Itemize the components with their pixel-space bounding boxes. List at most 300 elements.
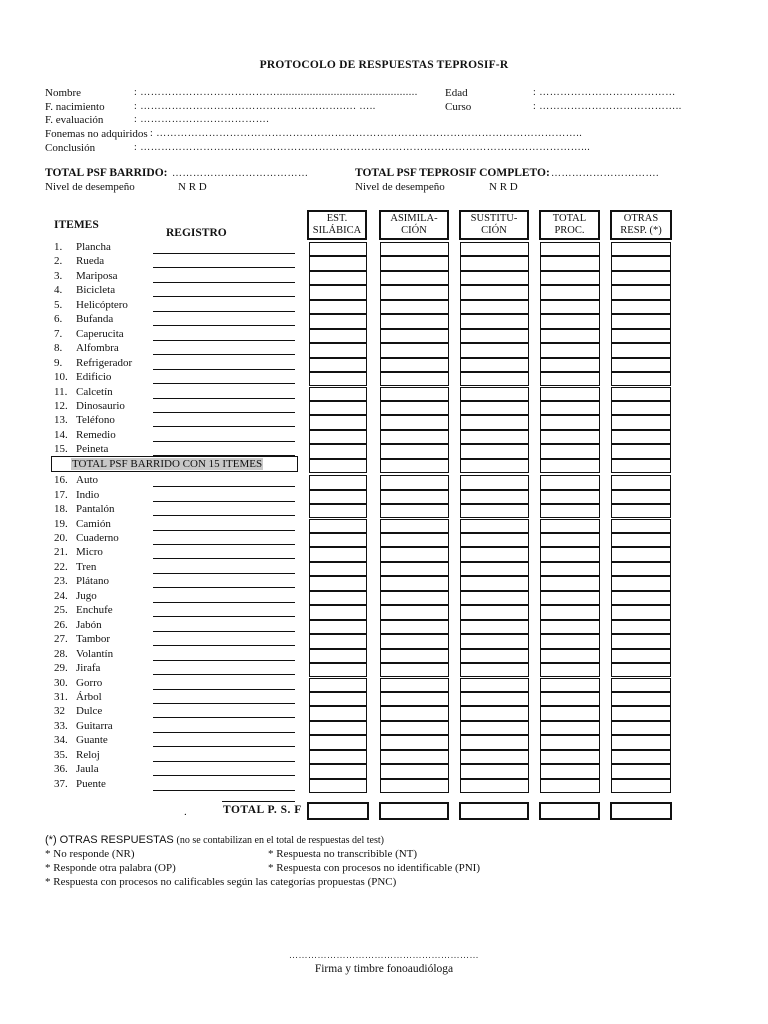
grid-cell-sustitucion[interactable] (460, 591, 529, 605)
grid-cell-asimilacion[interactable] (380, 444, 449, 458)
grid-cell-otras-resp[interactable] (611, 605, 671, 619)
registro-line[interactable] (153, 790, 295, 791)
grid-cell-est-silabica[interactable] (309, 444, 367, 458)
registro-line[interactable] (153, 558, 295, 559)
grid-cell-total-proc[interactable] (540, 329, 600, 343)
item-number: 30. (54, 676, 68, 689)
grid-cell-asimilacion[interactable] (380, 387, 449, 401)
item-number: 19. (54, 517, 68, 530)
grid-cell-total-proc[interactable] (540, 678, 600, 692)
grid-cell-total-proc[interactable] (540, 387, 600, 401)
grid-cell-otras-resp[interactable] (611, 649, 671, 663)
grid-cell-est-silabica[interactable] (309, 358, 367, 372)
grid-cell-asimilacion[interactable] (380, 620, 449, 634)
grid-cell-est-silabica[interactable] (309, 300, 367, 314)
grid-cell-sustitucion[interactable] (460, 358, 529, 372)
grid-cell-total-proc[interactable] (540, 300, 600, 314)
total-barrido-label: TOTAL PSF BARRIDO: (45, 167, 168, 179)
grid-cell-est-silabica[interactable] (309, 735, 367, 749)
grid-cell-asimilacion[interactable] (380, 271, 449, 285)
grid-cell-sustitucion[interactable] (460, 430, 529, 444)
nivel-options-left[interactable]: N R D (178, 181, 207, 193)
item-name: Auto (76, 474, 98, 487)
registro-line[interactable] (153, 587, 295, 588)
column-header-line: RESP. (*) (620, 225, 662, 236)
grid-cell-total-proc[interactable] (540, 779, 600, 793)
item-row (54, 734, 108, 746)
grid-cell-otras-resp[interactable] (611, 387, 671, 401)
registro-line[interactable] (153, 616, 295, 617)
grid-cell-asimilacion[interactable] (380, 547, 449, 561)
grid-cell-est-silabica[interactable] (309, 576, 367, 590)
grid-cell-otras-resp[interactable] (611, 343, 671, 357)
grid-cell-otras-resp[interactable] (611, 547, 671, 561)
grid-cell-sustitucion[interactable] (460, 692, 529, 706)
grid-cell-total-proc[interactable] (540, 372, 600, 386)
registro-line[interactable] (153, 340, 295, 341)
grid-cell-asimilacion[interactable] (380, 256, 449, 270)
grid-cell-sustitucion[interactable] (460, 706, 529, 720)
total-cell-est-silabica[interactable] (307, 802, 369, 820)
grid-cell-otras-resp[interactable] (611, 459, 671, 473)
grid-cell-est-silabica[interactable] (309, 764, 367, 778)
grid-cell-otras-resp[interactable] (611, 576, 671, 590)
grid-cell-otras-resp[interactable] (611, 300, 671, 314)
registro-line[interactable] (153, 775, 295, 776)
grid-cell-asimilacion[interactable] (380, 343, 449, 357)
registro-line[interactable] (153, 544, 295, 545)
grid-cell-total-proc[interactable] (540, 533, 600, 547)
grid-cell-sustitucion[interactable] (460, 490, 529, 504)
grid-cell-total-proc[interactable] (540, 490, 600, 504)
grid-cell-total-proc[interactable] (540, 634, 600, 648)
grid-cell-otras-resp[interactable] (611, 678, 671, 692)
grid-cell-sustitucion[interactable] (460, 343, 529, 357)
grid-cell-est-silabica[interactable] (309, 533, 367, 547)
grid-cell-total-proc[interactable] (540, 444, 600, 458)
grid-cell-asimilacion[interactable] (380, 430, 449, 444)
registro-line[interactable] (153, 383, 295, 384)
grid-cell-est-silabica[interactable] (309, 519, 367, 533)
grid-cell-total-proc[interactable] (540, 692, 600, 706)
registro-line[interactable] (153, 369, 295, 370)
field-value-fonemas[interactable]: : ………………………………………………………………………………………………………….. (150, 128, 583, 139)
grid-cell-asimilacion[interactable] (380, 764, 449, 778)
registro-line[interactable] (153, 573, 295, 574)
grid-cell-asimilacion[interactable] (380, 519, 449, 533)
registro-line[interactable] (153, 426, 295, 427)
grid-cell-total-proc[interactable] (540, 415, 600, 429)
grid-cell-total-proc[interactable] (540, 663, 600, 677)
grid-cell-sustitucion[interactable] (460, 519, 529, 533)
grid-cell-asimilacion[interactable] (380, 329, 449, 343)
item-number: 36. (54, 763, 68, 776)
grid-cell-est-silabica[interactable] (309, 779, 367, 793)
total-cell-asimilacion[interactable] (379, 802, 449, 820)
registro-line[interactable] (153, 631, 295, 632)
grid-cell-otras-resp[interactable] (611, 750, 671, 764)
grid-cell-asimilacion[interactable] (380, 576, 449, 590)
grid-cell-otras-resp[interactable] (611, 533, 671, 547)
grid-cell-total-proc[interactable] (540, 750, 600, 764)
registro-line[interactable] (153, 282, 295, 283)
grid-cell-asimilacion[interactable] (380, 475, 449, 489)
item-row (54, 546, 103, 558)
grid-cell-est-silabica[interactable] (309, 387, 367, 401)
item-name: Pantalón (76, 503, 115, 516)
item-row (54, 532, 119, 544)
note-nr: * No responde (NR) (45, 848, 135, 860)
grid-cell-est-silabica[interactable] (309, 415, 367, 429)
grid-cell-est-silabica[interactable] (309, 271, 367, 285)
registro-line[interactable] (153, 325, 295, 326)
item-row (54, 691, 102, 703)
item-name: Remedio (76, 428, 116, 441)
grid-cell-otras-resp[interactable] (611, 475, 671, 489)
item-row (54, 357, 132, 369)
grid-cell-sustitucion[interactable] (460, 314, 529, 328)
grid-cell-est-silabica[interactable] (309, 475, 367, 489)
grid-cell-total-proc[interactable] (540, 547, 600, 561)
item-number: 1. (54, 241, 63, 253)
item-name: Árbol (76, 690, 102, 703)
item-row (54, 284, 115, 296)
grid-cell-sustitucion[interactable] (460, 576, 529, 590)
grid-cell-otras-resp[interactable] (611, 490, 671, 504)
total-cell-total-proc[interactable] (539, 802, 600, 820)
grid-cell-est-silabica[interactable] (309, 692, 367, 706)
item-number: 21. (54, 546, 68, 559)
grid-cell-asimilacion[interactable] (380, 591, 449, 605)
document-title: PROTOCOLO DE RESPUESTAS TEPROSIF-R (259, 59, 509, 71)
grid-cell-asimilacion[interactable] (380, 401, 449, 415)
total-completo-value[interactable]: …………………………. (551, 168, 659, 179)
grid-cell-sustitucion[interactable] (460, 764, 529, 778)
column-header-line: CIÓN (401, 225, 427, 236)
grid-cell-total-proc[interactable] (540, 459, 600, 473)
grid-cell-est-silabica[interactable] (309, 372, 367, 386)
item-row (54, 342, 119, 354)
grid-cell-sustitucion[interactable] (460, 475, 529, 489)
grid-cell-otras-resp[interactable] (611, 401, 671, 415)
registro-line[interactable] (153, 267, 295, 268)
item-number: 4. (54, 284, 63, 297)
registro-line[interactable] (153, 441, 295, 442)
item-row (54, 749, 100, 761)
registro-line[interactable] (153, 296, 295, 297)
grid-cell-asimilacion[interactable] (380, 692, 449, 706)
grid-cell-asimilacion[interactable] (380, 663, 449, 677)
item-name: Reloj (76, 748, 100, 761)
grid-cell-total-proc[interactable] (540, 271, 600, 285)
registro-line[interactable] (153, 486, 295, 487)
grid-cell-sustitucion[interactable] (460, 256, 529, 270)
grid-cell-est-silabica[interactable] (309, 678, 367, 692)
registro-line[interactable] (153, 515, 295, 516)
grid-cell-est-silabica[interactable] (309, 620, 367, 634)
registro-line[interactable] (153, 501, 295, 502)
grid-cell-asimilacion[interactable] (380, 358, 449, 372)
grid-cell-otras-resp[interactable] (611, 504, 671, 518)
grid-cell-total-proc[interactable] (540, 605, 600, 619)
grid-cell-otras-resp[interactable] (611, 430, 671, 444)
registro-line[interactable] (153, 717, 295, 718)
grid-cell-asimilacion[interactable] (380, 721, 449, 735)
item-row (54, 619, 102, 631)
grid-cell-otras-resp[interactable] (611, 735, 671, 749)
item-name: Puente (76, 777, 106, 790)
grid-cell-total-proc[interactable] (540, 706, 600, 720)
grid-cell-sustitucion[interactable] (460, 459, 529, 473)
total-psf-label: TOTAL P. S. F (223, 804, 302, 816)
total-cell-sustitucion[interactable] (459, 802, 529, 820)
item-number: 8. (54, 342, 63, 355)
grid-cell-asimilacion[interactable] (380, 605, 449, 619)
field-value-nombre[interactable]: : …………………………………............................................... (134, 87, 418, 98)
grid-cell-asimilacion[interactable] (380, 459, 449, 473)
grid-cell-otras-resp[interactable] (611, 620, 671, 634)
grid-cell-total-proc[interactable] (540, 764, 600, 778)
grid-cell-sustitucion[interactable] (460, 634, 529, 648)
item-name: Enchufe (76, 604, 113, 617)
grid-cell-total-proc[interactable] (540, 504, 600, 518)
grid-cell-est-silabica[interactable] (309, 634, 367, 648)
item-name: Micro (76, 546, 103, 559)
registro-line[interactable] (153, 253, 295, 254)
grid-cell-otras-resp[interactable] (611, 444, 671, 458)
grid-cell-asimilacion[interactable] (380, 415, 449, 429)
total-barrido-value[interactable]: ………………………………… (172, 168, 309, 179)
registro-line[interactable] (153, 660, 295, 661)
grid-cell-otras-resp[interactable] (611, 358, 671, 372)
grid-cell-sustitucion[interactable] (460, 649, 529, 663)
grid-cell-otras-resp[interactable] (611, 663, 671, 677)
item-number: 2. (54, 255, 63, 268)
grid-cell-sustitucion[interactable] (460, 735, 529, 749)
item-number: 16. (54, 474, 68, 487)
grid-cell-sustitucion[interactable] (460, 620, 529, 634)
grid-cell-asimilacion[interactable] (380, 285, 449, 299)
registro-line[interactable] (153, 398, 295, 399)
grid-cell-total-proc[interactable] (540, 343, 600, 357)
column-header-line: ASIMILA- (390, 213, 438, 224)
grid-cell-total-proc[interactable] (540, 475, 600, 489)
total-cell-otras-resp[interactable] (610, 802, 672, 820)
registro-line[interactable] (153, 412, 295, 413)
grid-cell-sustitucion[interactable] (460, 562, 529, 576)
grid-cell-otras-resp[interactable] (611, 779, 671, 793)
grid-cell-otras-resp[interactable] (611, 314, 671, 328)
grid-cell-est-silabica[interactable] (309, 605, 367, 619)
grid-cell-total-proc[interactable] (540, 649, 600, 663)
grid-cell-total-proc[interactable] (540, 430, 600, 444)
grid-cell-total-proc[interactable] (540, 562, 600, 576)
grid-cell-otras-resp[interactable] (611, 721, 671, 735)
grid-cell-otras-resp[interactable] (611, 519, 671, 533)
item-name: Dulce (76, 705, 103, 718)
signature-line: …………………………………………………… (289, 950, 479, 960)
registro-line[interactable] (153, 602, 295, 603)
grid-cell-est-silabica[interactable] (309, 649, 367, 663)
grid-cell-est-silabica[interactable] (309, 547, 367, 561)
field-value-edad[interactable]: : ………………………………… (533, 87, 676, 98)
grid-cell-asimilacion[interactable] (380, 649, 449, 663)
grid-cell-est-silabica[interactable] (309, 706, 367, 720)
grid-cell-total-proc[interactable] (540, 721, 600, 735)
grid-cell-otras-resp[interactable] (611, 242, 671, 256)
grid-cell-asimilacion[interactable] (380, 779, 449, 793)
registro-line[interactable] (153, 354, 295, 355)
registro-line[interactable] (153, 311, 295, 312)
grid-cell-asimilacion[interactable] (380, 490, 449, 504)
grid-cell-otras-resp[interactable] (611, 415, 671, 429)
grid-cell-otras-resp[interactable] (611, 706, 671, 720)
grid-cell-asimilacion[interactable] (380, 533, 449, 547)
grid-cell-asimilacion[interactable] (380, 242, 449, 256)
grid-cell-est-silabica[interactable] (309, 242, 367, 256)
item-number: 17. (54, 488, 68, 501)
field-value-nacimiento[interactable]: : ………………………………………………….…. ….. (134, 101, 376, 112)
grid-cell-sustitucion[interactable] (460, 533, 529, 547)
grid-cell-otras-resp[interactable] (611, 634, 671, 648)
grid-cell-total-proc[interactable] (540, 519, 600, 533)
item-name: Peineta (76, 443, 109, 456)
grid-cell-est-silabica[interactable] (309, 285, 367, 299)
grid-cell-sustitucion[interactable] (460, 444, 529, 458)
grid-cell-sustitucion[interactable] (460, 504, 529, 518)
grid-cell-total-proc[interactable] (540, 285, 600, 299)
grid-cell-total-proc[interactable] (540, 314, 600, 328)
item-row (54, 371, 111, 383)
grid-cell-sustitucion[interactable] (460, 372, 529, 386)
grid-cell-est-silabica[interactable] (309, 343, 367, 357)
grid-cell-est-silabica[interactable] (309, 430, 367, 444)
registro-line[interactable] (222, 801, 295, 802)
note-pnc: * Respuesta con procesos no calificables según las categorías propuestas (PNC) (45, 876, 397, 888)
item-name: Refrigerador (76, 356, 133, 369)
nivel-desempeno-label-right: Nivel de desempeño (355, 181, 445, 193)
grid-cell-total-proc[interactable] (540, 735, 600, 749)
item-number: 31. (54, 690, 68, 703)
grid-cell-total-proc[interactable] (540, 576, 600, 590)
grid-cell-asimilacion[interactable] (380, 678, 449, 692)
grid-cell-est-silabica[interactable] (309, 750, 367, 764)
field-label-nombre: Nombre (45, 87, 82, 99)
grid-cell-sustitucion[interactable] (460, 721, 529, 735)
grid-cell-sustitucion[interactable] (460, 750, 529, 764)
item-row (54, 474, 98, 486)
grid-cell-sustitucion[interactable] (460, 387, 529, 401)
item-row (54, 677, 102, 689)
grid-cell-total-proc[interactable] (540, 591, 600, 605)
registro-line[interactable] (153, 674, 295, 675)
total-dot: . (184, 806, 187, 818)
grid-cell-sustitucion[interactable] (460, 415, 529, 429)
grid-cell-otras-resp[interactable] (611, 285, 671, 299)
grid-cell-otras-resp[interactable] (611, 764, 671, 778)
registro-line[interactable] (153, 732, 295, 733)
field-value-conclusion[interactable]: : ………………………………………………………………………………………………………………... (134, 142, 591, 153)
field-label-conclusion: Conclusión (45, 142, 96, 154)
grid-cell-sustitucion[interactable] (460, 285, 529, 299)
grid-cell-sustitucion[interactable] (460, 779, 529, 793)
field-value-curso[interactable]: : ………………………………….. (533, 101, 682, 112)
grid-cell-total-proc[interactable] (540, 242, 600, 256)
registro-line[interactable] (153, 645, 295, 646)
grid-cell-est-silabica[interactable] (309, 663, 367, 677)
grid-cell-sustitucion[interactable] (460, 300, 529, 314)
grid-cell-asimilacion[interactable] (380, 735, 449, 749)
nivel-options-right[interactable]: N R D (489, 181, 518, 193)
registro-line[interactable] (153, 530, 295, 531)
note-pni: * Respuesta con procesos no identificable (PNI) (268, 862, 480, 874)
registro-line[interactable] (153, 746, 295, 747)
field-value-evaluacion[interactable]: : ………………………………. (134, 114, 270, 125)
grid-cell-otras-resp[interactable] (611, 329, 671, 343)
grid-cell-asimilacion[interactable] (380, 300, 449, 314)
grid-cell-sustitucion[interactable] (460, 242, 529, 256)
grid-cell-est-silabica[interactable] (309, 562, 367, 576)
grid-cell-otras-resp[interactable] (611, 372, 671, 386)
grid-cell-est-silabica[interactable] (309, 490, 367, 504)
grid-cell-est-silabica[interactable] (309, 504, 367, 518)
grid-cell-asimilacion[interactable] (380, 372, 449, 386)
registro-line[interactable] (153, 689, 295, 690)
item-name: Jabón (76, 618, 102, 631)
grid-cell-sustitucion[interactable] (460, 401, 529, 415)
grid-cell-asimilacion[interactable] (380, 750, 449, 764)
item-number: 13. (54, 414, 68, 427)
item-name: Caperucita (76, 327, 124, 340)
grid-cell-asimilacion[interactable] (380, 706, 449, 720)
registro-line[interactable] (153, 761, 295, 762)
item-row (54, 400, 125, 412)
grid-cell-sustitucion[interactable] (460, 605, 529, 619)
grid-cell-sustitucion[interactable] (460, 329, 529, 343)
grid-cell-est-silabica[interactable] (309, 314, 367, 328)
grid-cell-asimilacion[interactable] (380, 634, 449, 648)
grid-cell-otras-resp[interactable] (611, 562, 671, 576)
grid-cell-asimilacion[interactable] (380, 562, 449, 576)
grid-cell-total-proc[interactable] (540, 401, 600, 415)
registro-line[interactable] (153, 703, 295, 704)
grid-cell-otras-resp[interactable] (611, 591, 671, 605)
grid-cell-sustitucion[interactable] (460, 663, 529, 677)
grid-cell-total-proc[interactable] (540, 358, 600, 372)
grid-cell-otras-resp[interactable] (611, 692, 671, 706)
grid-cell-otras-resp[interactable] (611, 271, 671, 285)
grid-cell-asimilacion[interactable] (380, 504, 449, 518)
grid-cell-est-silabica[interactable] (309, 721, 367, 735)
grid-cell-sustitucion[interactable] (460, 547, 529, 561)
item-number: 26. (54, 618, 68, 631)
grid-cell-total-proc[interactable] (540, 256, 600, 270)
item-number: 29. (54, 662, 68, 675)
grid-cell-est-silabica[interactable] (309, 591, 367, 605)
column-header-otras-resp (610, 210, 672, 240)
item-number: 9. (54, 356, 63, 369)
grid-cell-est-silabica[interactable] (309, 459, 367, 473)
grid-cell-est-silabica[interactable] (309, 256, 367, 270)
grid-cell-asimilacion[interactable] (380, 314, 449, 328)
grid-cell-est-silabica[interactable] (309, 401, 367, 415)
barrido-total-label: TOTAL PSF BARRIDO CON 15 ITEMES (72, 458, 263, 470)
grid-cell-est-silabica[interactable] (309, 329, 367, 343)
grid-cell-otras-resp[interactable] (611, 256, 671, 270)
grid-cell-sustitucion[interactable] (460, 678, 529, 692)
grid-cell-total-proc[interactable] (540, 620, 600, 634)
grid-cell-sustitucion[interactable] (460, 271, 529, 285)
